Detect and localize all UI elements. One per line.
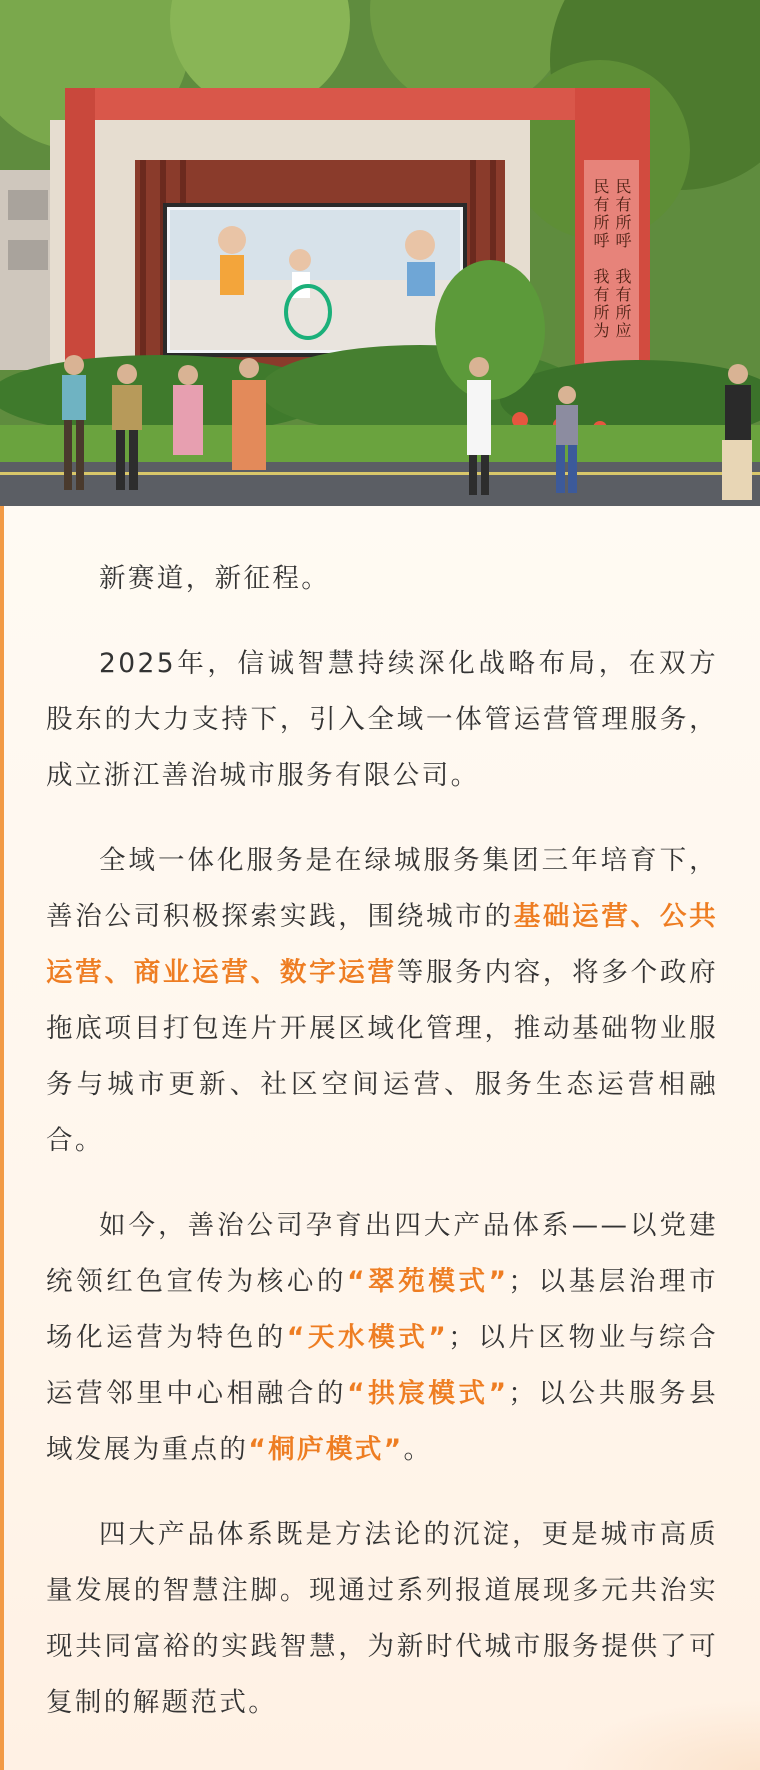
sign-line-4: 我有所为 — [591, 268, 610, 340]
paragraph-text: ；以基层治理市场化运营为特色的 — [46, 1266, 718, 1353]
highlighted-model-cuiyuan: “翠苑模式” — [347, 1266, 509, 1297]
highlighted-services: 基础运营、公共运营、商业运营、数字运营 — [46, 901, 718, 988]
paragraph-2 — [46, 636, 718, 804]
paragraph-text: 全域一体化服务是在绿城服务集团三年培育下，善治公司积极探索实践，围绕城市的 — [46, 845, 718, 932]
sign-line-2: 我有所应 — [613, 268, 632, 340]
paragraph-text: 。 — [403, 1434, 433, 1465]
paragraph-1 — [46, 551, 718, 607]
hero-photo — [0, 0, 760, 506]
community-garden-illustration — [0, 0, 760, 506]
decorative-corner-fade — [560, 1700, 760, 1770]
highlighted-model-gongchen: “拱宸模式” — [347, 1378, 509, 1409]
paragraph-text: 如今，善治公司孕育出四大产品体系——以党建统领红色宣传为核心的 — [46, 1210, 718, 1297]
sign-line-3: 民有所呼 — [591, 178, 610, 250]
paragraph-text: 新赛道，新征程。 — [99, 563, 331, 594]
paragraph-text: 四大产品体系既是方法论的沉淀，更是城市高质量发展的智慧注脚。现通过系列报道展现多元共治实现共同富裕的实践智慧，为新时代城市服务提供了可复制的解题范式。 — [46, 1519, 718, 1718]
paragraph-text: ；以公共服务县域发展为重点的 — [46, 1378, 718, 1465]
paragraph-5 — [46, 1507, 718, 1731]
paragraph-text: ；以片区物业与综合运营邻里中心相融合的 — [46, 1322, 718, 1409]
paragraph-text: 等服务内容，将多个政府拖底项目打包连片开展区域化管理，推动基础物业服务与城市更新、社区空间运营、服务生态运营相融合。 — [46, 957, 718, 1156]
highlighted-model-tianshui: “天水模式” — [286, 1322, 449, 1353]
sign-line-1: 民有所呼 — [613, 178, 632, 250]
paragraph-text: 2025年，信诚智慧持续深化战略布局，在双方股东的大力支持下，引入全域一体管运营管理服务，成立浙江善治城市服务有限公司。 — [46, 648, 718, 791]
article-body — [0, 506, 760, 1770]
highlighted-model-tonglu: “桐庐模式” — [248, 1434, 404, 1465]
paragraph-4 — [46, 1198, 718, 1478]
paragraph-3 — [46, 833, 718, 1169]
